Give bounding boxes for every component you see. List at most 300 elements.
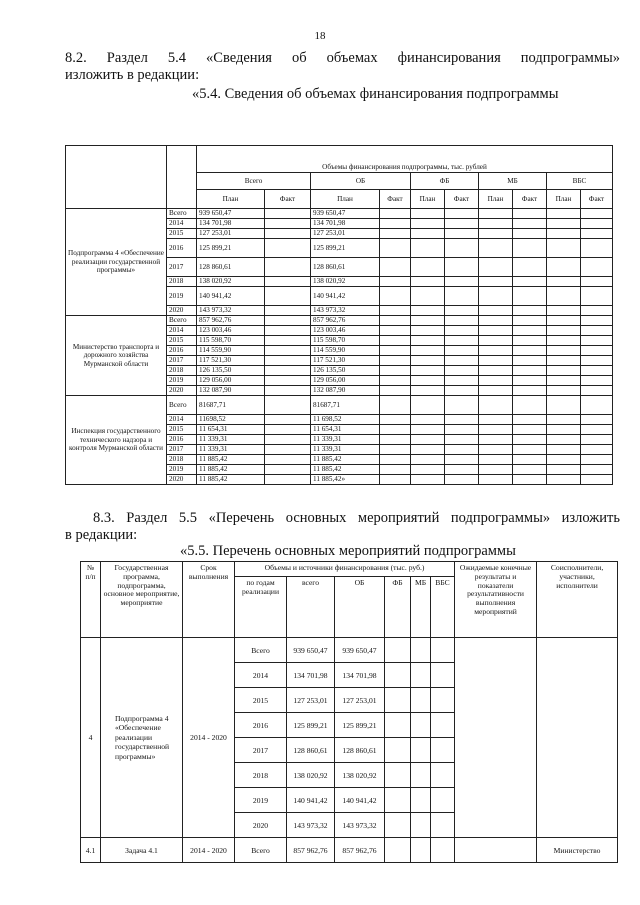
- empty-cell: [479, 258, 513, 277]
- empty-cell: [380, 386, 411, 396]
- fb-cell: [385, 638, 411, 663]
- task-total: 857 962,76: [287, 838, 335, 863]
- empty-cell: [479, 316, 513, 326]
- empty-cell: [513, 366, 547, 376]
- col-ob-header: ОБ: [335, 577, 385, 638]
- total-plan-cell: 123 003,46: [197, 326, 265, 336]
- col-vbs-header: ВБС: [431, 577, 455, 638]
- total-plan-cell: 11 885,42: [197, 455, 265, 465]
- empty-cell: [411, 366, 445, 376]
- col-fb-header: ФБ: [385, 577, 411, 638]
- empty-cell: [513, 376, 547, 386]
- total-fact-cell: [265, 376, 311, 386]
- total-plan-cell: 125 899,21: [197, 239, 265, 258]
- total-fact-cell: [265, 435, 311, 445]
- section-8-3-line2: в редакции:: [65, 527, 138, 543]
- empty-cell: [411, 229, 445, 239]
- ob-plan-cell: 857 962,76: [311, 316, 380, 326]
- year-cell: Всего: [167, 209, 197, 219]
- total-plan-cell: 138 020,92: [197, 277, 265, 287]
- col-mb-header: МБ: [411, 577, 431, 638]
- empty-cell: [380, 287, 411, 306]
- empty-cell: [411, 219, 445, 229]
- total-plan-cell: 81687,71: [197, 396, 265, 415]
- empty-cell: [411, 209, 445, 219]
- empty-cell: [411, 445, 445, 455]
- year-cell: 2016: [235, 713, 287, 738]
- empty-cell: [547, 396, 581, 415]
- vbs-cell: [431, 638, 455, 663]
- year-cell: 2015: [167, 336, 197, 346]
- fb-cell: [385, 788, 411, 813]
- task-executor: Министерство: [537, 838, 618, 863]
- empty-cell: [479, 356, 513, 366]
- year-cell: 2018: [167, 366, 197, 376]
- total-plan-cell: 129 056,00: [197, 376, 265, 386]
- task-row: [81, 838, 618, 863]
- ob-plan-cell: 127 253,01: [311, 229, 380, 239]
- empty-cell: [479, 346, 513, 356]
- empty-cell: [411, 356, 445, 366]
- header-fact: Факт: [513, 190, 547, 209]
- empty-cell: [513, 445, 547, 455]
- empty-cell: [445, 258, 479, 277]
- header-group-total: Всего: [197, 173, 311, 190]
- empty-cell: [479, 396, 513, 415]
- header-funding: Объемы финансирования подпрограммы, тыс. рублей: [197, 146, 613, 173]
- empty-cell: [411, 287, 445, 306]
- ob-plan-cell: 11 339,31: [311, 435, 380, 445]
- total-cell: 125 899,21: [287, 713, 335, 738]
- empty-cell: [513, 239, 547, 258]
- total-fact-cell: [265, 455, 311, 465]
- year-cell: 2020: [167, 386, 197, 396]
- total-plan-cell: 115 598,70: [197, 336, 265, 346]
- empty-cell: [445, 465, 479, 475]
- empty-cell: [411, 277, 445, 287]
- empty-cell: [581, 425, 613, 435]
- empty-cell: [479, 306, 513, 316]
- empty-cell: [479, 386, 513, 396]
- empty-cell: [513, 219, 547, 229]
- empty-cell: [479, 209, 513, 219]
- total-cell: 127 253,01: [287, 688, 335, 713]
- empty-cell: [479, 415, 513, 425]
- empty-cell: [445, 229, 479, 239]
- ob-cell: 939 650,47: [335, 638, 385, 663]
- empty-cell: [547, 435, 581, 445]
- total-fact-cell: [265, 219, 311, 229]
- empty-cell: [547, 258, 581, 277]
- empty-cell: [380, 425, 411, 435]
- empty-cell: [513, 277, 547, 287]
- header-fact: Факт: [380, 190, 411, 209]
- empty-cell: [547, 376, 581, 386]
- empty-cell: [445, 239, 479, 258]
- total-cell: 138 020,92: [287, 763, 335, 788]
- empty-cell: [513, 356, 547, 366]
- year-cell: 2016: [167, 435, 197, 445]
- empty-cell: [581, 229, 613, 239]
- empty-cell: [547, 366, 581, 376]
- empty-cell: [547, 475, 581, 485]
- empty-cell: [380, 465, 411, 475]
- total-cell: 143 973,32: [287, 813, 335, 838]
- total-plan-cell: 128 860,61: [197, 258, 265, 277]
- mb-cell: [411, 688, 431, 713]
- empty-cell: [547, 356, 581, 366]
- empty-cell: [581, 445, 613, 455]
- empty-cell: [479, 229, 513, 239]
- total-plan-cell: 11 339,31: [197, 445, 265, 455]
- mb-cell: [411, 638, 431, 663]
- year-cell: 2019: [167, 376, 197, 386]
- section-8-2-line2: изложить в редакции:: [65, 67, 200, 83]
- col-program-header: Государственная программа, подпрограмма, основное мероприятие, мероприятие: [101, 562, 183, 638]
- ob-plan-cell: 11 654,31: [311, 425, 380, 435]
- ob-plan-cell: 117 521,30: [311, 356, 380, 366]
- year-cell: 2020: [235, 813, 287, 838]
- vbs-cell: [431, 713, 455, 738]
- task-ob: 857 962,76: [335, 838, 385, 863]
- empty-cell: [547, 465, 581, 475]
- year-cell: 2019: [235, 788, 287, 813]
- ob-plan-cell: 114 559,90: [311, 346, 380, 356]
- header-group-fb: ФБ: [411, 173, 479, 190]
- empty-cell: [581, 465, 613, 475]
- empty-cell: [445, 306, 479, 316]
- empty-cell: [380, 306, 411, 316]
- empty-cell: [581, 415, 613, 425]
- ob-cell: 143 973,32: [335, 813, 385, 838]
- empty-cell: [547, 336, 581, 346]
- total-fact-cell: [265, 475, 311, 485]
- total-fact-cell: [265, 209, 311, 219]
- empty-cell: [581, 356, 613, 366]
- ob-plan-cell: 138 020,92: [311, 277, 380, 287]
- col-num-header: № п/п: [81, 562, 101, 638]
- empty-cell: [445, 445, 479, 455]
- empty-cell: [581, 239, 613, 258]
- year-cell: 2017: [167, 445, 197, 455]
- empty-cell: [411, 336, 445, 346]
- empty-cell: [581, 316, 613, 326]
- total-fact-cell: [265, 445, 311, 455]
- fb-cell: [385, 738, 411, 763]
- total-plan-cell: 126 135,50: [197, 366, 265, 376]
- total-fact-cell: [265, 336, 311, 346]
- total-plan-cell: 114 559,90: [197, 346, 265, 356]
- page-number: 18: [314, 30, 326, 42]
- section-8-3-line1: 8.3. Раздел 5.5 «Перечень основных мероприятий подпрограммы» изложить: [93, 510, 620, 526]
- vbs-cell: [431, 788, 455, 813]
- year-cell: 2014: [235, 663, 287, 688]
- empty-cell: [380, 475, 411, 485]
- task-results: [455, 838, 537, 863]
- ob-plan-cell: 11 885,42: [311, 455, 380, 465]
- year-cell: 2017: [167, 356, 197, 366]
- empty-cell: [411, 306, 445, 316]
- year-cell: Всего: [167, 316, 197, 326]
- empty-cell: [547, 277, 581, 287]
- header-group-mb: МБ: [479, 173, 547, 190]
- year-cell: 2017: [235, 738, 287, 763]
- total-plan-cell: 11 885,42: [197, 465, 265, 475]
- empty-cell: [411, 396, 445, 415]
- year-cell: 2019: [167, 465, 197, 475]
- year-cell: 2014: [167, 219, 197, 229]
- empty-cell: [445, 386, 479, 396]
- empty-cell: [513, 209, 547, 219]
- empty-cell: [513, 425, 547, 435]
- task-fb: [385, 838, 411, 863]
- empty-cell: [479, 366, 513, 376]
- empty-cell: [411, 258, 445, 277]
- total-plan-cell: 140 941,42: [197, 287, 265, 306]
- empty-cell: [547, 229, 581, 239]
- empty-cell: [411, 415, 445, 425]
- empty-cell: [380, 239, 411, 258]
- block-name: Инспекция государственного технического надзора и контроля Мурманской области: [66, 396, 167, 485]
- empty-cell: [547, 306, 581, 316]
- ob-plan-cell: 115 598,70: [311, 336, 380, 346]
- year-cell: 2018: [167, 277, 197, 287]
- empty-cell: [547, 445, 581, 455]
- col-total-header: всего: [287, 577, 335, 638]
- header-empty-cell: [66, 146, 167, 209]
- vbs-cell: [431, 663, 455, 688]
- empty-cell: [581, 366, 613, 376]
- ob-plan-cell: 939 650,47: [311, 209, 380, 219]
- empty-cell: [411, 455, 445, 465]
- empty-cell: [380, 229, 411, 239]
- task-mb: [411, 838, 431, 863]
- total-plan-cell: 11 654,31: [197, 425, 265, 435]
- total-fact-cell: [265, 415, 311, 425]
- fb-cell: [385, 688, 411, 713]
- year-cell: 2020: [167, 475, 197, 485]
- empty-cell: [445, 326, 479, 336]
- empty-cell: [513, 346, 547, 356]
- ob-plan-cell: 11 339,31: [311, 445, 380, 455]
- year-cell: 2014: [167, 326, 197, 336]
- empty-cell: [547, 346, 581, 356]
- empty-cell: [445, 435, 479, 445]
- empty-cell: [513, 287, 547, 306]
- total-fact-cell: [265, 326, 311, 336]
- total-fact-cell: [265, 346, 311, 356]
- empty-cell: [380, 209, 411, 219]
- year-cell: 2018: [235, 763, 287, 788]
- table-row: [66, 209, 613, 219]
- empty-cell: [411, 346, 445, 356]
- total-plan-cell: 11 885,42: [197, 475, 265, 485]
- total-plan-cell: 127 253,01: [197, 229, 265, 239]
- ob-plan-cell: 143 973,32: [311, 306, 380, 316]
- header-plan: План: [547, 190, 581, 209]
- year-cell: 2014: [167, 415, 197, 425]
- total-fact-cell: [265, 386, 311, 396]
- col-term-header: Срок выполнения: [183, 562, 235, 638]
- empty-cell: [547, 415, 581, 425]
- empty-cell: [411, 239, 445, 258]
- empty-cell: [445, 475, 479, 485]
- table-row: [66, 316, 613, 326]
- empty-cell: [581, 219, 613, 229]
- total-fact-cell: [265, 239, 311, 258]
- empty-cell: [581, 346, 613, 356]
- task-name: Задача 4.1: [101, 838, 183, 863]
- year-cell: 2016: [167, 239, 197, 258]
- total-plan-cell: 117 521,30: [197, 356, 265, 366]
- empty-cell: [581, 306, 613, 316]
- total-fact-cell: [265, 287, 311, 306]
- mb-cell: [411, 763, 431, 788]
- total-fact-cell: [265, 277, 311, 287]
- empty-cell: [380, 346, 411, 356]
- year-cell: 2019: [167, 287, 197, 306]
- empty-cell: [380, 336, 411, 346]
- empty-cell: [581, 287, 613, 306]
- total-fact-cell: [265, 229, 311, 239]
- empty-cell: [513, 415, 547, 425]
- col-funding-header: Объемы и источники финансирования (тыс. руб.): [235, 562, 455, 577]
- year-cell: 2020: [167, 306, 197, 316]
- empty-cell: [547, 455, 581, 465]
- empty-cell: [445, 287, 479, 306]
- section-5-5-title: «5.5. Перечень основных мероприятий подпрограммы: [180, 543, 516, 559]
- empty-cell: [445, 425, 479, 435]
- total-fact-cell: [265, 316, 311, 326]
- empty-cell: [513, 386, 547, 396]
- empty-cell: [380, 376, 411, 386]
- empty-cell: [380, 415, 411, 425]
- ob-plan-cell: 123 003,46: [311, 326, 380, 336]
- empty-cell: [479, 287, 513, 306]
- empty-cell: [479, 435, 513, 445]
- empty-cell: [581, 376, 613, 386]
- empty-cell: [445, 316, 479, 326]
- empty-cell: [513, 258, 547, 277]
- empty-cell: [547, 219, 581, 229]
- year-cell: 2015: [235, 688, 287, 713]
- ob-plan-cell: 11 885,42: [311, 465, 380, 475]
- empty-cell: [445, 356, 479, 366]
- total-fact-cell: [265, 366, 311, 376]
- ob-plan-cell: 11 885,42»: [311, 475, 380, 485]
- empty-cell: [581, 455, 613, 465]
- total-fact-cell: [265, 356, 311, 366]
- total-cell: 939 650,47: [287, 638, 335, 663]
- header-fact: Факт: [581, 190, 613, 209]
- task-term: 2014 - 2020: [183, 838, 235, 863]
- task-year: Всего: [235, 838, 287, 863]
- ob-plan-cell: 81687,71: [311, 396, 380, 415]
- year-cell: Всего: [167, 396, 197, 415]
- ob-cell: 128 860,61: [335, 738, 385, 763]
- total-plan-cell: 11 339,31: [197, 435, 265, 445]
- row-num: 4: [81, 638, 101, 838]
- empty-cell: [581, 277, 613, 287]
- vbs-cell: [431, 738, 455, 763]
- empty-cell: [513, 465, 547, 475]
- ob-plan-cell: 126 135,50: [311, 366, 380, 376]
- header-plan: План: [197, 190, 265, 209]
- empty-cell: [547, 326, 581, 336]
- empty-cell: [513, 455, 547, 465]
- empty-cell: [380, 356, 411, 366]
- empty-cell: [445, 376, 479, 386]
- total-plan-cell: 11698,52: [197, 415, 265, 425]
- header-group-ob: ОБ: [311, 173, 411, 190]
- header-fact: Факт: [265, 190, 311, 209]
- fb-cell: [385, 663, 411, 688]
- empty-cell: [380, 445, 411, 455]
- empty-cell: [411, 386, 445, 396]
- total-plan-cell: 143 973,32: [197, 306, 265, 316]
- year-cell: Всего: [235, 638, 287, 663]
- empty-cell: [411, 475, 445, 485]
- vbs-cell: [431, 813, 455, 838]
- header-plan: План: [479, 190, 513, 209]
- empty-cell: [445, 366, 479, 376]
- empty-cell: [479, 277, 513, 287]
- empty-cell: [380, 258, 411, 277]
- empty-cell: [547, 287, 581, 306]
- vbs-cell: [431, 763, 455, 788]
- year-cell: 2015: [167, 425, 197, 435]
- empty-cell: [513, 326, 547, 336]
- empty-cell: [380, 277, 411, 287]
- empty-cell: [513, 306, 547, 316]
- fb-cell: [385, 813, 411, 838]
- ob-cell: 140 941,42: [335, 788, 385, 813]
- empty-cell: [479, 219, 513, 229]
- ob-plan-cell: 125 899,21: [311, 239, 380, 258]
- total-plan-cell: 134 701,98: [197, 219, 265, 229]
- empty-cell: [581, 475, 613, 485]
- empty-cell: [445, 277, 479, 287]
- col-results-header: Ожидаемые конечные результаты и показатели результативности выполнения мероприятий: [455, 562, 537, 638]
- header-fact: Факт: [445, 190, 479, 209]
- header-plan: План: [411, 190, 445, 209]
- empty-cell: [581, 435, 613, 445]
- ob-cell: 138 020,92: [335, 763, 385, 788]
- funding-table: [65, 145, 613, 485]
- mb-cell: [411, 788, 431, 813]
- total-fact-cell: [265, 425, 311, 435]
- table-row: [81, 638, 618, 663]
- empty-cell: [380, 455, 411, 465]
- empty-cell: [380, 219, 411, 229]
- empty-cell: [547, 316, 581, 326]
- empty-cell: [547, 425, 581, 435]
- task-num: 4.1: [81, 838, 101, 863]
- empty-cell: [581, 336, 613, 346]
- header-empty-cell: [167, 146, 197, 209]
- empty-cell: [479, 455, 513, 465]
- year-cell: 2017: [167, 258, 197, 277]
- row-name: Подпрограмма 4 «Обеспечение реализации государственной программы»: [101, 638, 183, 838]
- empty-cell: [445, 396, 479, 415]
- empty-cell: [479, 445, 513, 455]
- empty-cell: [581, 209, 613, 219]
- empty-cell: [445, 219, 479, 229]
- year-cell: 2015: [167, 229, 197, 239]
- results-cell: [455, 638, 537, 838]
- ob-cell: 125 899,21: [335, 713, 385, 738]
- total-cell: 128 860,61: [287, 738, 335, 763]
